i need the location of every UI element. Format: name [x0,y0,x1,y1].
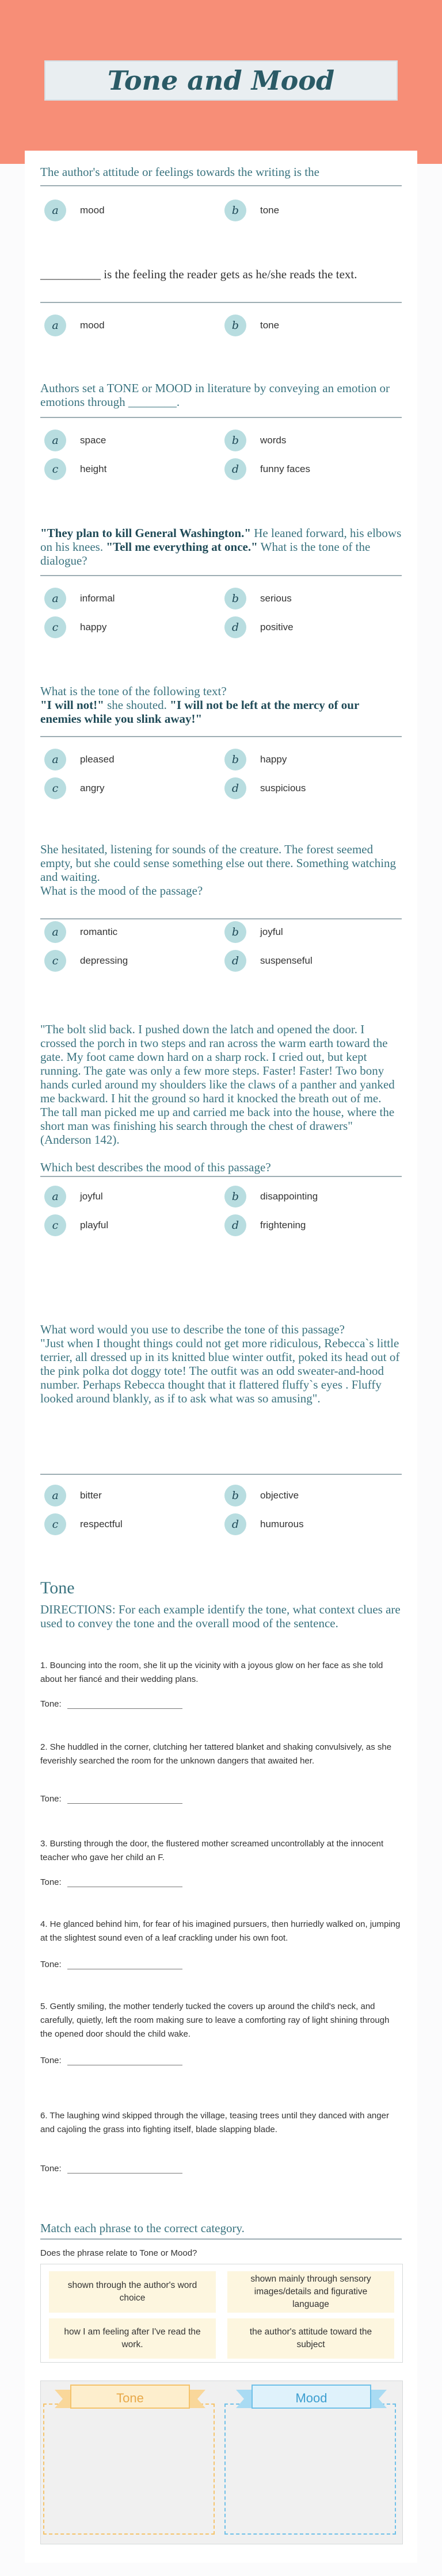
title-box [44,60,398,101]
question-text: Authors set a TONE or MOOD in literature by conveying an emotion or emotions through ________. [40,381,390,409]
option-a[interactable] [44,1485,102,1506]
tone-item-5: 5. Gently smiling, the mother tenderly tucked the covers up around the child's neck, and carefully, quietly, left the room making sure to leave a comforting ray of light shining through the opened door should the child wake. [40,2002,390,2039]
question-ask: What is the tone of the following text? [40,684,227,698]
option-d[interactable] [224,950,313,972]
option-a[interactable] [44,430,106,451]
option-label: serious [260,593,292,604]
option-letter: b [224,588,246,610]
option-a[interactable] [44,315,105,336]
option-letter: a [44,749,66,770]
drag-card[interactable]: shown through the author's word choice [49,2271,216,2313]
drop-bin-mood[interactable] [224,2404,396,2535]
option-label: objective [260,1490,299,1501]
option-label: bitter [80,1490,102,1501]
option-d[interactable] [224,777,306,799]
option-c[interactable] [44,777,105,799]
option-label: tone [260,320,280,331]
option-label: disappointing [260,1191,318,1202]
question-ask: What is the tone of the dialogue? [40,540,371,568]
tone-answer-3[interactable] [40,1877,182,1887]
option-label: suspicious [260,783,306,793]
directions-text: DIRECTIONS: For each example identify the tone, what context clues are used to convey the tone and the overall mood of the sentence. [40,1603,401,1630]
divider [40,736,402,737]
option-c[interactable] [44,616,106,638]
passage: "The bolt slid back. I pushed down the latch and opened the door. I crossed the porch in two steps and ran across the warm earth toward the gate. My foot came down hard on a sharp rock. I cried out, but kept running. The gate was only a few more steps. Faster! Faster! Two bony hands curled around my shoulders like the claws of a panther and yanked me backward. I hit the ground so hard it knocked the breath out of me. The tall man picked me up and carried me back into the house, where the short man was finishing his search through the chest of drawers" (Anderson 142). [40,1022,395,1147]
option-c[interactable] [44,458,106,480]
option-b[interactable] [224,1485,299,1506]
question-6 [40,842,402,898]
option-d[interactable] [224,458,310,480]
option-b[interactable] [224,588,292,610]
match-section [40,2221,402,2235]
option-label: depressing [80,955,128,966]
tone-label: Tone: [40,1877,62,1887]
answer-blank[interactable] [67,1795,182,1804]
option-a[interactable] [44,200,105,221]
option-d[interactable] [224,1513,304,1535]
answer-blank[interactable] [67,2056,182,2065]
question-ask: Which best describes the mood of this passage? [40,1160,271,1174]
option-letter: c [44,950,66,972]
option-label: mood [80,205,105,216]
option-letter: d [224,1214,246,1236]
option-label: joyful [80,1191,103,1202]
option-label: frightening [260,1220,306,1230]
answer-blank[interactable] [67,1878,182,1887]
answer-blank[interactable] [67,1700,182,1709]
option-label: playful [80,1220,109,1230]
option-letter: a [44,921,66,943]
tone-item-3: 3. Bursting through the door, the flustered mother screamed uncontrollably at the innocent teacher who gave her child an F. [40,1839,384,1862]
tone-answer-1[interactable] [40,1699,182,1709]
question-8 [40,1322,402,1405]
question-1 [40,165,402,179]
option-b[interactable] [224,200,279,221]
quote: "I will not be left at the mercy of our enemies while you slink away!" [40,698,359,726]
divider [40,1474,402,1475]
question-text: __________ is the feeling the reader gets as he/she reads the text. [40,267,357,281]
option-letter: a [44,1485,66,1506]
answer-blank[interactable] [67,2164,182,2174]
option-label: space [80,435,106,446]
option-letter: b [224,430,246,451]
question-ask: What is the mood of the passage? [40,884,203,898]
tone-answer-6[interactable] [40,2164,182,2174]
option-label: positive [260,622,294,632]
option-letter: b [224,921,246,943]
option-a[interactable] [44,588,115,610]
match-prompt: Does the phrase relate to Tone or Mood? [40,2248,197,2258]
option-b[interactable] [224,315,279,336]
tone-label: Tone: [40,2164,62,2174]
option-letter: a [44,315,66,336]
option-label: mood [80,320,105,331]
option-letter: b [224,200,246,221]
narration: she shouted. [104,698,170,712]
divider [40,2238,402,2240]
option-c[interactable] [44,950,128,972]
question-5 [40,684,402,726]
narration: He leaned forward, his elbows on his knees. [40,526,402,554]
option-label: suspenseful [260,955,313,966]
divider [40,302,402,303]
option-letter: b [224,1485,246,1506]
option-d[interactable] [224,1214,306,1236]
option-d[interactable] [224,616,294,638]
option-c[interactable] [44,1214,108,1236]
option-label: tone [260,205,280,216]
tone-answer-5[interactable] [40,2056,182,2065]
option-b[interactable] [224,921,283,943]
option-letter: b [224,749,246,770]
tone-label: Tone: [40,1699,62,1709]
option-letter: c [44,777,66,799]
option-b[interactable] [224,430,286,451]
ribbon-tone [55,2384,205,2413]
option-letter: a [44,1186,66,1208]
option-letter: c [44,1513,66,1535]
option-label: funny faces [260,463,310,474]
option-letter: d [224,777,246,799]
option-letter: b [224,1186,246,1208]
question-text [40,1322,402,1405]
tone-directions [40,1603,402,1630]
option-letter: d [224,616,246,638]
option-c[interactable] [44,1513,123,1535]
bin-label-tone: Tone [116,2391,144,2405]
match-title: Match each phrase to the correct category. [40,2221,245,2235]
drag-card[interactable]: the author's attitude toward the subject [227,2318,394,2359]
drag-card[interactable]: shown mainly through sensory images/details and figurative language [227,2271,394,2313]
tone-label: Tone: [40,1794,62,1804]
passage: She hesitated, listening for sounds of the creature. The forest seemed empty, but she could sense something else out there. Something watching and waiting. [40,842,397,884]
page-title: Tone and Mood [107,65,335,96]
option-letter: d [224,1513,246,1535]
tone-item-6: 6. The laughing wind skipped through the village, teasing trees until they danced with anger and cajoling the grass into fighting itself, blade slapping blade. [40,2111,389,2134]
divider [40,1176,402,1177]
question-2 [40,267,402,281]
tone-item-1: 1. Bouncing into the room, she lit up the vicinity with a joyous glow on her face as she told about her fiancé and their wedding plans. [40,1661,383,1684]
question-text [40,1022,402,1174]
option-label: happy [80,622,107,632]
option-label: height [80,463,107,474]
bin-label-mood: Mood [295,2391,327,2405]
option-letter: c [44,458,66,480]
option-b[interactable] [224,1186,318,1208]
answer-blank[interactable] [67,1960,182,1969]
question-text [40,684,402,726]
option-a[interactable] [44,1186,103,1208]
option-label: romantic [80,926,118,937]
divider [40,575,402,576]
option-label: pleased [80,754,115,765]
option-label: respectful [80,1519,123,1529]
option-letter: d [224,950,246,972]
option-letter: a [44,200,66,221]
quote: "They plan to kill General Washington." [40,526,252,540]
quote: "Tell me everything at once." [106,540,258,554]
question-3 [40,381,402,409]
option-label: happy [260,754,287,765]
divider [40,417,402,418]
question-4 [40,526,402,568]
option-a[interactable] [44,749,115,770]
tone-label: Tone: [40,1960,62,1969]
question-ask: What word would you use to describe the tone of this passage? [40,1322,345,1336]
quote: "I will not!" [40,698,104,712]
option-a[interactable] [44,921,117,943]
ribbon-mood [236,2384,387,2413]
option-letter: c [44,1214,66,1236]
question-text: The author's attitude or feelings towards the writing is the [40,165,319,179]
option-letter: a [44,430,66,451]
tone-label: Tone: [40,2056,62,2065]
question-7 [40,1022,402,1174]
divider [40,918,402,919]
option-label: humurous [260,1519,304,1529]
tone-item-4: 4. He glanced behind him, for fear of his imagined pursuers, then hurriedly walked on, jumping at the slightest sound even of a leaf crackling under his own foot. [40,1919,401,1943]
question-text [40,526,402,568]
question-text [40,842,402,898]
option-letter: a [44,588,66,610]
option-label: joyful [260,926,283,937]
divider [40,185,402,186]
option-b[interactable] [224,749,287,770]
tone-answer-2[interactable] [40,1794,182,1804]
tone-answer-4[interactable] [40,1960,182,1969]
drag-card[interactable]: how I am feeling after I've read the work. [49,2318,216,2359]
passage: "Just when I thought things could not get more ridiculous, Rebecca`s little terrier, all dressed up in its knitted blue winter outfit, poked its head out of the pink polka dot doggy tote! The outfit was an odd sweater-and-hood number. Perhaps Rebecca thought that it flattered fluffy`s eyes . Fluffy looked around blankly, as if to ask what was so amusing". [40,1336,400,1405]
option-letter: b [224,315,246,336]
drop-bin-tone[interactable] [43,2404,215,2535]
tone-item-2: 2. She huddled in the corner, clutching her tattered blanket and shaking convulsively, as she feverishly searched the room for the unknown dangers that awaited her. [40,1742,392,1766]
section-title-tone: Tone [40,1578,75,1597]
option-letter: d [224,458,246,480]
option-label: informal [80,593,115,604]
option-letter: c [44,616,66,638]
option-label: angry [80,783,105,793]
option-label: words [260,435,287,446]
